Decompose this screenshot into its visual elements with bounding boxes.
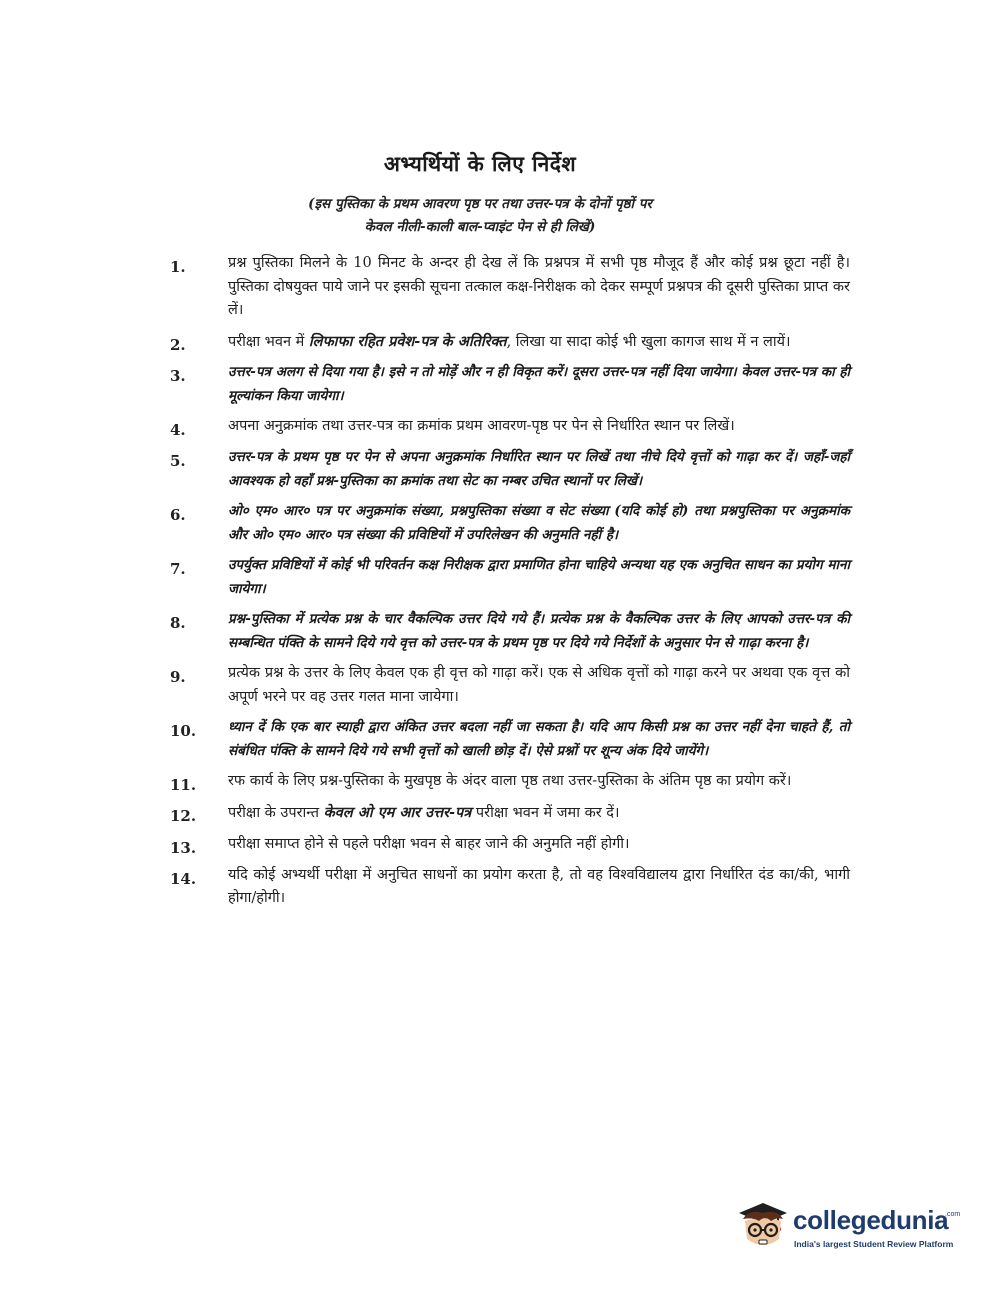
item-text-part: परीक्षा के उपरान्त <box>228 805 324 821</box>
item-text <box>228 801 850 826</box>
item-text: परीक्षा समाप्त होने से पहले परीक्षा भवन से बाहर जाने की अनुमति नहीं होगी। <box>228 835 630 852</box>
item-text: रफ कार्य के लिए प्रश्न-पुस्तिका के मुखपृष्ठ के अंदर वाला पृष्ठ तथा उत्तर-पुस्तिका के अंतिम पृष्ठ का प्रयोग करें। <box>228 773 792 789</box>
item-text-emphasis: लिफाफा रहित प्रवेश-पत्र के अतिरिक्त <box>308 332 507 350</box>
item-text: अपना अनुक्रमांक तथा उत्तर-पत्र का क्रमांक प्रथम आवरण-पृष्ठ पर पेन से निर्धारित स्थान पर लिखें। <box>228 418 735 434</box>
list-item <box>170 864 850 911</box>
list-item <box>170 554 850 601</box>
item-number: 13. <box>170 838 197 857</box>
item-text: यदि कोई अभ्यर्थी परीक्षा में अनुचित साधनों का प्रयोग करता है, तो वह विश्वविद्यालय द्वारा निर्धारित दंड का/की, भागी होगा/होगी। <box>228 866 850 906</box>
item-number: 14. <box>170 869 197 888</box>
item-number: 1. <box>170 258 186 276</box>
item-text-part: परीक्षा भवन में <box>228 333 309 350</box>
list-item <box>170 608 850 655</box>
item-text: उत्तर-पत्र अलग से दिया गया है। इसे न तो मोड़ें और न ही विकृत करें। दूसरा उत्तर-पत्र नहीं दिया जायेगा। केवल उत्तर-पत्र का ही मूल्यांकन किया जायेगा। <box>228 364 850 404</box>
item-text: ओ० एम० आर० पत्र पर अनुक्रमांक संख्या, प्रश्नपुस्तिका संख्या व सेट संख्या (यदि कोई हो) तथा प्रश्नपुस्तिका पर अनुक्रमांक और ओ० एम० आर० पत्र संख्या की प्रविष्टियों में उपरिलेखन की अनुमति नहीं है। <box>228 503 850 543</box>
list-item <box>170 833 850 857</box>
list-item <box>170 330 850 355</box>
subtitle-line-2: केवल नीली-काली बाल-प्वाइंट पेन से ही लिखें) <box>364 219 596 235</box>
list-item <box>170 662 850 709</box>
item-text: ध्यान दें कि एक बार स्याही द्वारा अंकित उत्तर बदला नहीं जा सकता है। यदि आप किसी प्रश्न का उत्तर नहीं देना चाहते हैं, तो संबंधित पंक्ति के सामने दिये गये सभी वृत्तों को खाली छोड़ दें। ऐसे प्रश्नों पर शून्य अंक दिये जायेंगे। <box>228 719 850 759</box>
collegedunia-watermark <box>733 1195 973 1259</box>
item-text: प्रत्येक प्रश्न के उत्तर के लिए केवल एक ही वृत्त को गाढ़ा करें। एक से अधिक वृत्तों को गाढ़ा करने पर अथवा एक वृत्त को अपूर्ण भरने पर वह उत्तर गलत माना जायेगा। <box>228 665 850 705</box>
item-number: 2. <box>170 335 186 354</box>
item-number: 9. <box>170 668 186 686</box>
item-text <box>228 330 850 355</box>
item-text: प्रश्न-पुस्तिका में प्रत्येक प्रश्न के चार वैकल्पिक उत्तर दिये गये हैं। प्रत्येक प्रश्न के वैकल्पिक उत्तर के लिए आपको उत्तर-पत्र की सम्बन्धित पंक्ति के सामने दिये गये वृत्त को उत्तर-पत्र के प्रथम पृष्ठ पर दिये गये निर्देशों के अनुसार पेन से गाढ़ा करना है। <box>228 611 850 651</box>
item-number: 11. <box>170 776 197 794</box>
list-item <box>170 446 850 493</box>
item-text-part: , लिखा या सादा कोई भी खुला कागज साथ में न लायें। <box>506 333 791 350</box>
item-number: 4. <box>170 421 186 439</box>
subtitle-line-1: (इस पुस्तिका के प्रथम आवरण पृष्ठ पर तथा उत्तर-पत्र के दोनों पृष्ठों पर <box>308 196 652 212</box>
item-text-emphasis: केवल ओ एम आर उत्तर-पत्र <box>323 804 472 821</box>
item-text: उत्तर-पत्र के प्रथम पृष्ठ पर पेन से अपना अनुक्रमांक निर्धारित स्थान पर लिखें तथा नीचे दिये वृत्तों को गाढ़ा कर दें। जहाँ-जहाँ आवश्यक हो वहाँ प्रश्न-पुस्तिका का क्रमांक तथा सेट का नम्बर उचित स्थानों पर लिखें। <box>228 449 850 489</box>
item-number: 12. <box>170 807 197 825</box>
brand-name: collegedunia <box>793 1205 949 1235</box>
item-text: प्रश्न पुस्तिका मिलने के 10 मिनट के अन्दर ही देख लें कि प्रश्नपत्र में सभी पृष्ठ मौजूद हैं और कोई प्रश्न छूटा नहीं है। पुस्तिका दोषयुक्त पाये जाने पर इसकी सूचना तत्काल कक्ष-निरीक्षक को देकर सम्पूर्ण प्रश्नपत्र की दूसरी पुस्तिका प्राप्त कर लें। <box>228 255 850 318</box>
instruction-list <box>170 252 850 918</box>
item-text: उपर्युक्त प्रविष्टियों में कोई भी परिवर्तन कक्ष निरीक्षक द्वारा प्रमाणित होना चाहिये अन्यथा यह एक अनुचित साधन का प्रयोग माना जायेगा। <box>228 557 850 597</box>
item-number: 8. <box>170 614 186 632</box>
list-item <box>170 252 850 323</box>
item-number: 6. <box>170 506 186 524</box>
item-number: 10. <box>170 722 197 740</box>
page-title: अभ्यर्थियों के लिए निर्देश <box>383 151 577 176</box>
list-item <box>170 500 850 547</box>
list-item <box>170 415 850 439</box>
page-subtitle <box>0 193 960 239</box>
list-item <box>170 801 850 826</box>
list-item <box>170 716 850 763</box>
collegedunia-mascot-icon <box>733 1199 791 1255</box>
brand-domain-suffix: .com <box>945 1211 961 1218</box>
brand-tagline: India's largest Student Review Platform <box>794 1239 954 1249</box>
item-text-part: परीक्षा भवन में जमा कर दें। <box>471 805 620 821</box>
item-number: 7. <box>170 560 186 578</box>
item-number: 5. <box>170 452 186 470</box>
item-number: 3. <box>170 367 186 385</box>
list-item <box>170 361 850 408</box>
list-item <box>170 770 850 794</box>
